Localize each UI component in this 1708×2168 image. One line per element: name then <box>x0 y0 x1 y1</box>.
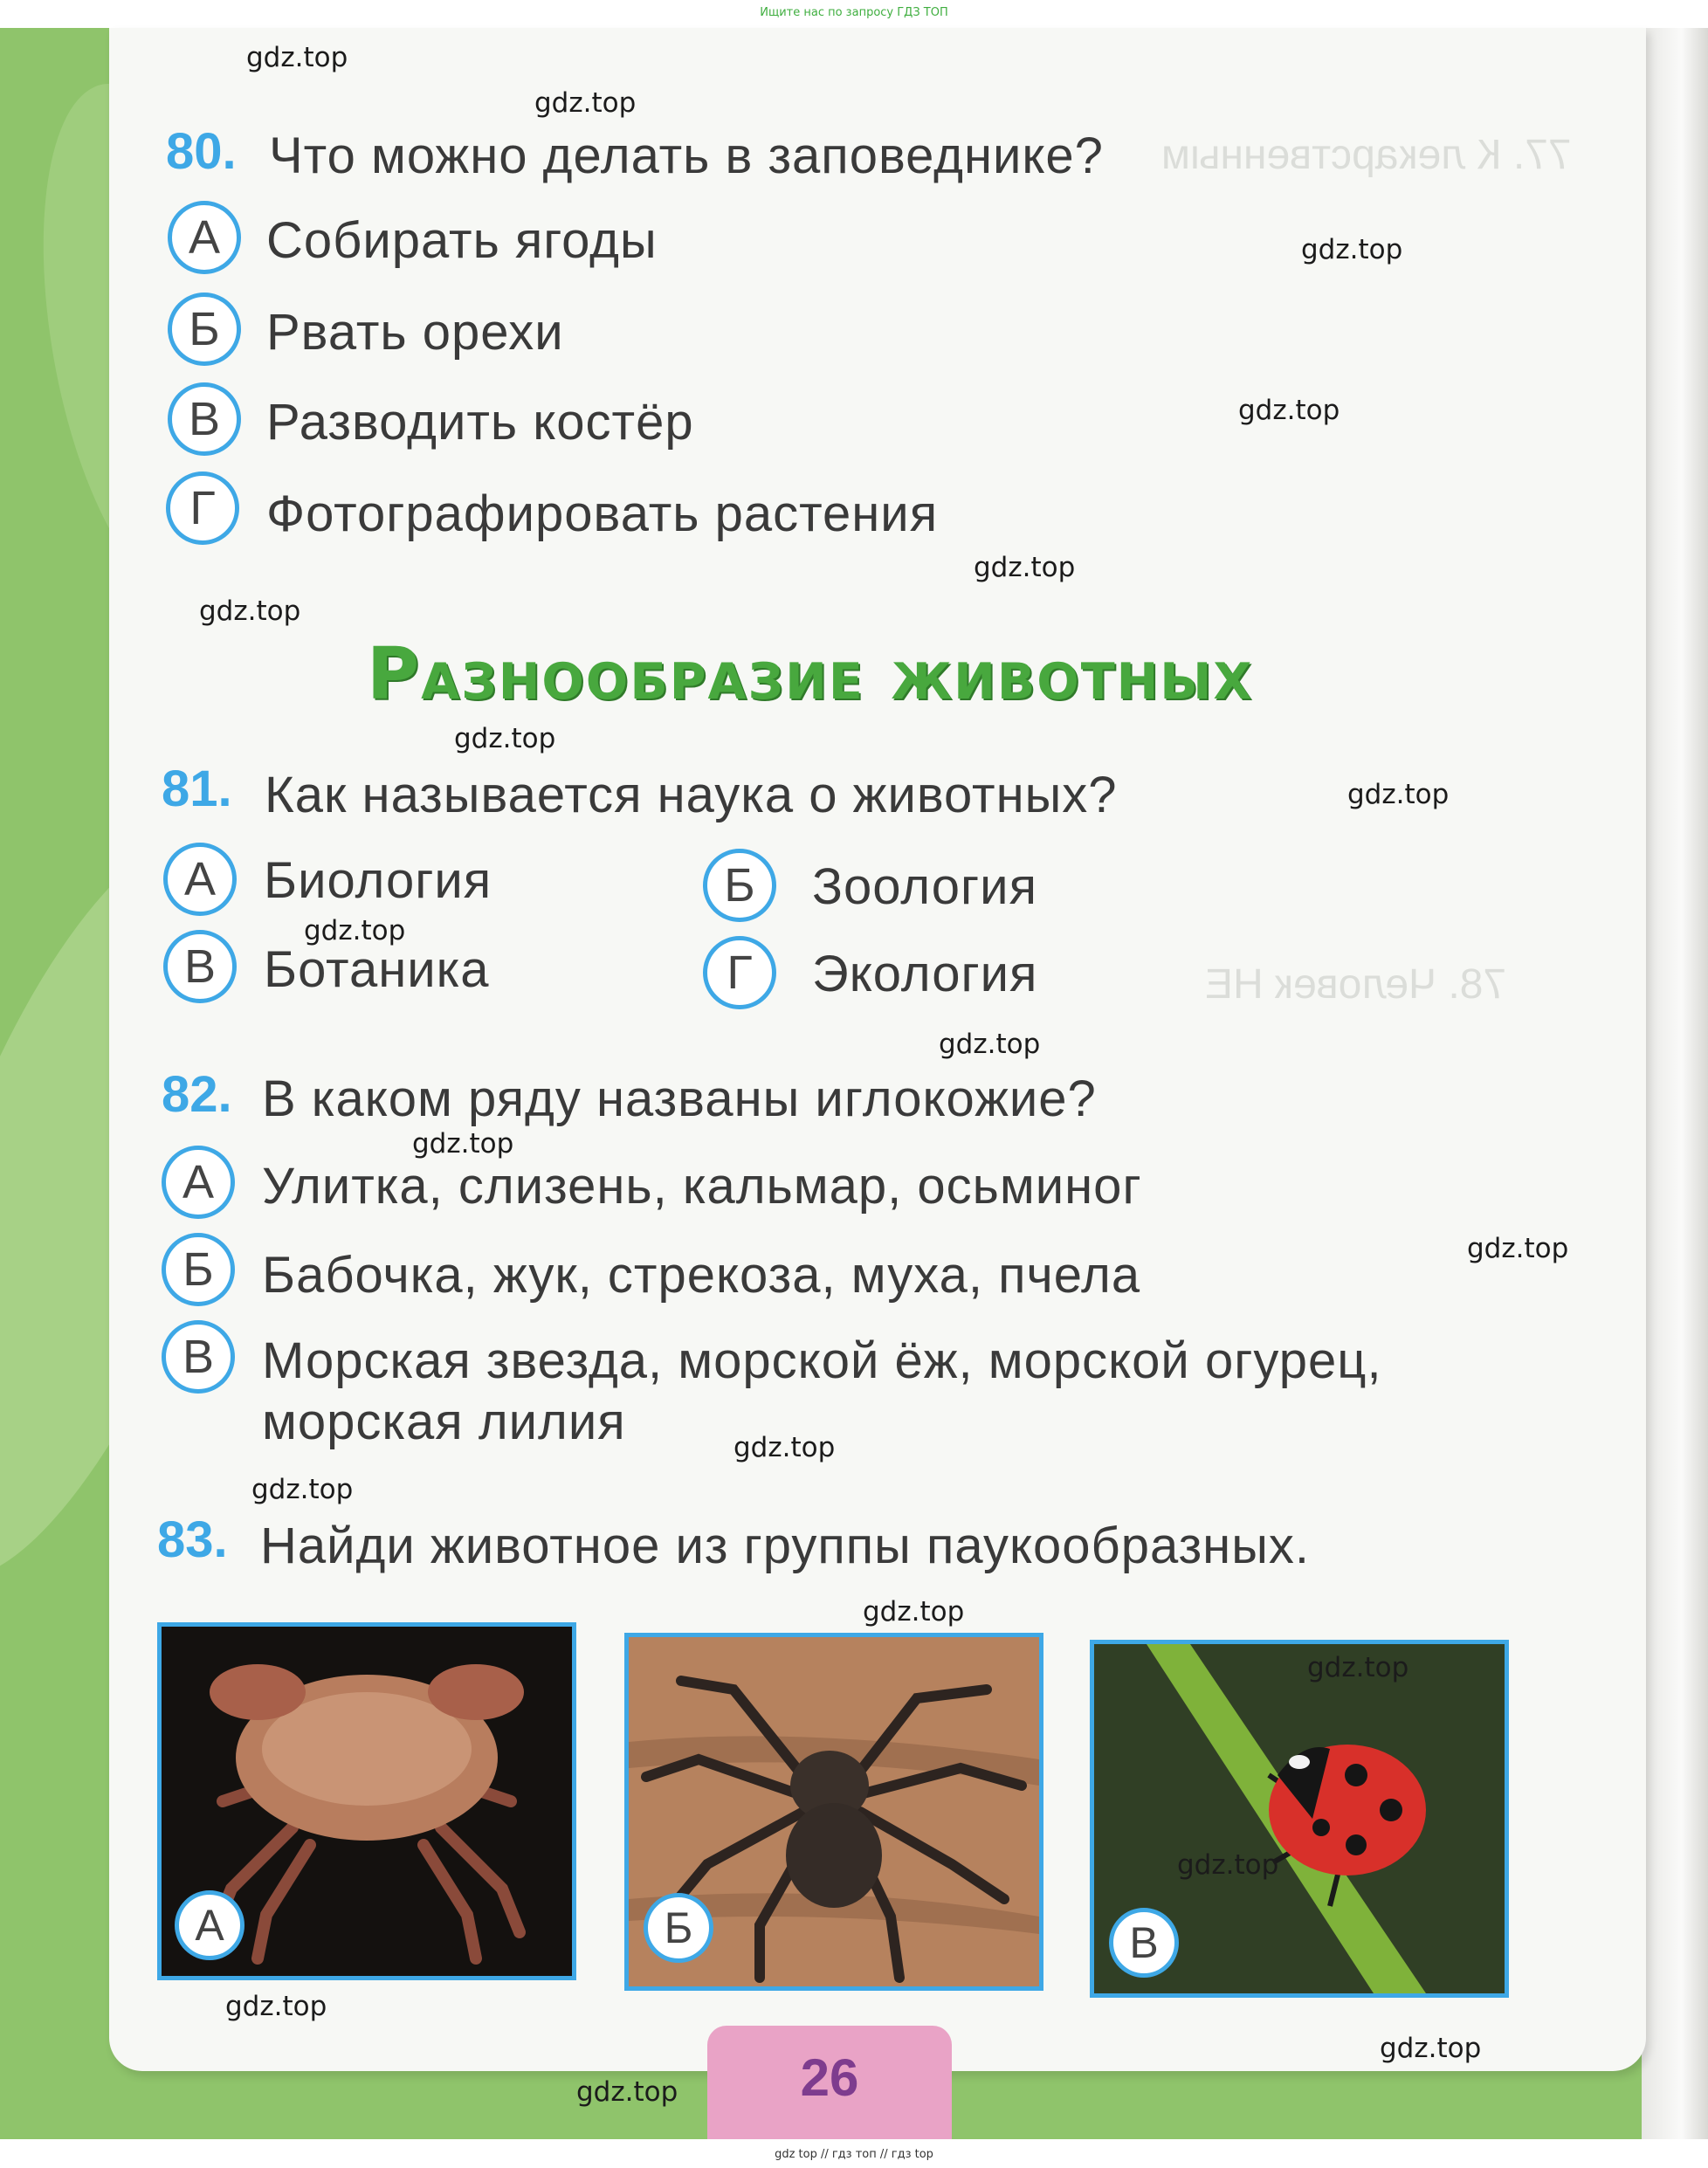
show-through-text: 78. Человек НЕ <box>1205 961 1507 1008</box>
option-a-text: Биология <box>264 852 492 909</box>
question-number: 81. <box>162 761 232 817</box>
question-number: 80. <box>166 123 237 180</box>
option-v-text: Разводить костёр <box>266 394 694 451</box>
question-text: В каком ряду названы иглокожие? <box>262 1070 1097 1127</box>
option-b-text: Бабочка, жук, стрекоза, муха, пчела <box>262 1247 1141 1304</box>
question-text: Найди животное из группы паукообразных. <box>260 1518 1311 1574</box>
photo-label-b[interactable]: Б <box>644 1893 713 1963</box>
photo-label-a[interactable]: А <box>175 1890 244 1960</box>
watermark: gdz.top <box>1177 1849 1279 1881</box>
section-title: Разнообразие животных <box>367 633 1254 716</box>
option-g-text: Экология <box>812 946 1038 1002</box>
option-b-circle[interactable]: Б <box>168 293 241 366</box>
watermark: gdz.top <box>939 1029 1041 1060</box>
option-b-text: Зоология <box>812 858 1037 915</box>
option-b-text: Рвать орехи <box>266 304 564 361</box>
option-a-circle[interactable]: А <box>163 843 237 916</box>
option-v-circle[interactable]: В <box>162 1320 235 1394</box>
watermark: gdz.top <box>534 87 637 119</box>
option-a-text: Улитка, слизень, кальмар, осьминог <box>262 1158 1142 1215</box>
watermark: gdz.top <box>251 1474 354 1505</box>
next-page-edge <box>1642 28 1708 2139</box>
option-a-circle[interactable]: А <box>162 1146 235 1219</box>
page-number: 26 <box>707 2026 952 2139</box>
option-a-circle[interactable]: А <box>168 201 241 274</box>
watermark: gdz.top <box>1238 395 1340 426</box>
watermark: gdz.top <box>454 723 556 754</box>
option-g-circle[interactable]: Г <box>703 936 776 1009</box>
bottom-banner: gdz top // гдз топ // гдз top <box>775 2148 933 2161</box>
option-b-circle[interactable]: Б <box>162 1233 235 1306</box>
question-number: 82. <box>162 1066 232 1123</box>
watermark: gdz.top <box>1307 1652 1409 1683</box>
watermark: gdz.top <box>733 1432 836 1463</box>
question-number: 83. <box>157 1511 228 1568</box>
watermark: gdz.top <box>1347 779 1450 810</box>
option-g-text: Фотографировать растения <box>266 485 939 542</box>
watermark: gdz.top <box>199 595 301 627</box>
option-v-text-line1: Морская звезда, морской ёж, морской огурец, <box>262 1332 1382 1389</box>
watermark: gdz.top <box>863 1596 965 1628</box>
watermark: gdz.top <box>1467 1233 1569 1264</box>
option-v-text: Ботаника <box>264 941 490 998</box>
watermark: gdz.top <box>412 1128 514 1160</box>
watermark: gdz.top <box>304 915 406 946</box>
option-b-circle[interactable]: Б <box>703 849 776 922</box>
option-a-text: Собирать ягоды <box>266 212 658 269</box>
option-v-circle[interactable]: В <box>163 930 237 1003</box>
question-text: Что можно делать в заповеднике? <box>269 127 1104 184</box>
top-banner: Ищите нас по запросу ГДЗ ТОП <box>760 6 948 19</box>
show-through-text: 77. К лекарственным <box>1161 132 1572 178</box>
option-g-circle[interactable]: Г <box>166 471 239 545</box>
watermark: gdz.top <box>576 2076 678 2108</box>
watermark: gdz.top <box>1380 2033 1482 2064</box>
option-v-circle[interactable]: В <box>168 382 241 456</box>
watermark: gdz.top <box>225 1991 327 2022</box>
watermark: gdz.top <box>1301 234 1403 265</box>
watermark: gdz.top <box>974 552 1076 583</box>
photo-label-v[interactable]: В <box>1109 1908 1179 1978</box>
watermark: gdz.top <box>246 42 348 73</box>
question-text: Как называется наука о животных? <box>265 767 1118 823</box>
option-v-text-line2: морская лилия <box>262 1394 626 1450</box>
